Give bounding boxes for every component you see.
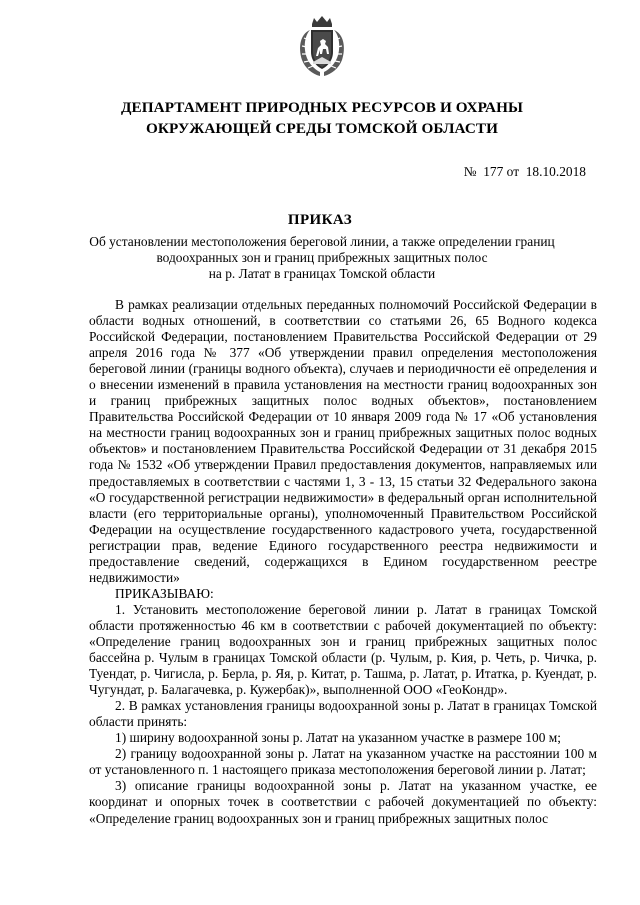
- order-item-2-subitem-3: 3) описание границы водоохранной зоны р. Латат на указанном участке, ее координат и опорных точек в соответствии с рабочей документацией по объекту: «Определение границ водоохранных зон и границ прибрежных защитных полос: [89, 778, 597, 826]
- org-name-line-1: ДЕПАРТАМЕНТ ПРИРОДНЫХ РЕСУРСОВ И ОХРАНЫ: [120, 99, 524, 116]
- document-body: [89, 297, 597, 827]
- document-type-heading: ПРИКАЗ: [287, 212, 353, 228]
- order-item-1: 1. Установить местоположение береговой линии р. Латат в границах Томской области протяженностью 46 км в соответствии с рабочей документацией по объекту: «Определение границ водоохранных зон и границ прибрежных защитных полос бассейна р. Чулым в границах Томской области (р. Чулым, р. Кия, р. Четь, р. Чичка, р. Туендат, р. Чигисла, р. Берла, р. Яя, р. Китат, р. Ташма, р. Латат, р. Итатка, р. Куендат, р. Чугундат, р. Балагачевка, р. Кужербак)», выполненной ООО «ГеоКондр».: [89, 601, 597, 698]
- tomsk-region-coat-of-arms-icon: [296, 16, 348, 78]
- organization-name: [80, 97, 564, 139]
- document-title: [80, 234, 564, 283]
- org-name-line-2: ОКРУЖАЮЩЕЙ СРЕДЫ ТОМСКОЙ ОБЛАСТИ: [145, 120, 499, 137]
- order-word: ПРИКАЗЫВАЮ:: [115, 585, 214, 601]
- order-item-2-subitem-1: 1) ширину водоохранной зоны р. Латат на указанном участке в размере 100 м;: [115, 730, 561, 746]
- document-number-and-date: № 177 от 18.10.2018: [463, 164, 586, 179]
- order-item-2: 2. В рамках установления границы водоохранной зоны р. Латат в границах Томской области принять:: [89, 698, 597, 730]
- order-item-2-subitem-2: 2) границу водоохранной зоны р. Латат на указанном участке на расстоянии 100 м от установленного п. 1 настоящего приказа местоположения береговой линии р. Латат;: [89, 746, 597, 778]
- preamble-paragraph: В рамках реализации отдельных переданных полномочий Российской Федерации в области водных отношений, в соответствии со статьями 26, 65 Водного кодекса Российской Федерации, постановлением Правительства Российской Федерации от 29 апреля 2016 года № 377 «Об утверждении правил определения местоположения береговой линии (границы водного объекта), случаев и периодичности её определения и о внесении изменений в правила установления на местности границ водоохранных зон и границ прибрежных защитных полос водных объектов», постановлением Правительства Российской Федерации от 10 января 2009 года № 17 «Об установления на местности границ водоохранных зон и границ прибрежных защитных полос водных объектов» и постановлением Правительства Российской Федерации от 31 декабря 2015 года № 1532 «Об утверждении Правил предоставления документов, направляемых или предоставляемых в соответствии с частями 1, 3 - 13, 15 статьи 32 Федерального закона «О государственной регистрации недвижимости» в федеральный орган исполнительной власти (его территориальные органы), уполномоченный Правительством Российской Федерации на осуществление государственного кадастрового учета, государственной регистрации прав, ведение Единого государственного реестра недвижимости и предоставление сведений, содержащихся в Едином государственном реестре недвижимости»: [89, 297, 597, 585]
- document-title-line-2: водоохранных зон и границ прибрежных защитных полос: [156, 250, 488, 266]
- document-title-line-1: Об установлении местоположения береговой линии, а также определении границ: [89, 234, 555, 249]
- document-title-line-3: на р. Латат в границах Томской области: [208, 266, 436, 282]
